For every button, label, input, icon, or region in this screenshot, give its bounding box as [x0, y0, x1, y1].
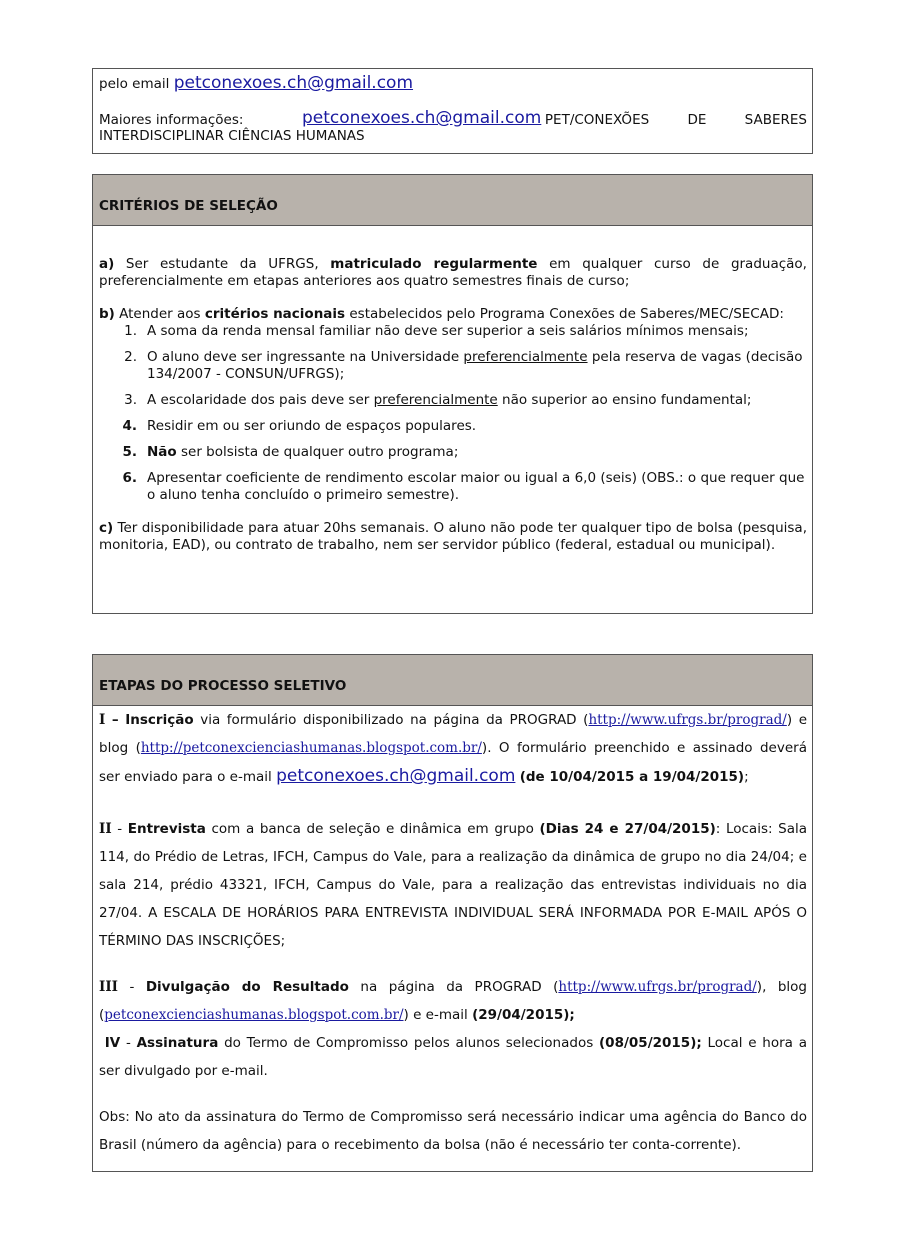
steps-box: [92, 654, 813, 1172]
step-1-email-link[interactable]: petconexoes.ch@gmail.com: [276, 766, 516, 786]
national-criteria-list: [99, 323, 807, 504]
list-item: [99, 418, 807, 435]
list-text: ser bolsista de qualquer outro programa;: [180, 444, 459, 460]
email-line: [99, 73, 807, 94]
criterion-a-text1: Ser estudante da UFRGS,: [125, 256, 319, 272]
step-2-title: Entrevista: [127, 821, 206, 837]
list-number: 6.: [122, 470, 137, 486]
criteria-box: [92, 174, 813, 614]
by-email-prefix: pelo email: [99, 76, 170, 92]
contact-email-link[interactable]: petconexoes.ch@gmail.com: [173, 73, 414, 93]
prograd-link[interactable]: http://www.ufrgs.br/prograd/: [588, 712, 787, 728]
step-2: II - Entrevista com a banca de seleção e dinâmica em grupo (Dias 24 e 27/04/2015): Locais: Sala 114, do Prédio de Letras, IFCH, Campus do Vale, para a realização da dinâmica de grupo no dia 24/04; e sala 214, prédio 43321, IFCH, Campus do Vale, para a realização das entrevistas individuais no dia 27/04. A ESCALA DE HORÁRIOS PARA ENTREVISTA INDIVIDUAL SERÁ INFORMADA POR E-MAIL APÓS O TÉRMINO DAS INSCRIÇÕES;: [99, 821, 808, 949]
list-item: [99, 349, 807, 383]
step-2-roman: II: [99, 821, 112, 837]
org-line2: INTERDISCIPLINAR CIÊNCIAS HUMANAS: [99, 128, 365, 144]
criterion-b-bold: critérios nacionais: [204, 306, 346, 322]
list-text: Residir em ou ser oriundo de espaços populares.: [147, 418, 477, 434]
list-number: 4.: [122, 418, 137, 434]
list-underlined: preferencialmente: [373, 392, 498, 408]
list-text: A escolaridade dos pais deve ser: [147, 392, 370, 408]
step-3-date: (29/04/2015);: [472, 1007, 575, 1023]
step-2-dates: (Dias 24 e 27/04/2015): [539, 821, 716, 837]
list-text: O aluno deve ser ingressante na Universidade: [147, 349, 460, 365]
org-line1: PET/CONEXÕES DE SABERES: [544, 112, 807, 128]
step-3-text1: na página da PROGRAD (: [360, 979, 559, 995]
step-4-title: Assinatura: [136, 1035, 219, 1051]
more-info-label: Maiores informações:: [99, 112, 244, 128]
step-4-roman: IV: [104, 1035, 121, 1051]
step-3-text2: ), blog (: [99, 979, 807, 1023]
list-text: não superior ao ensino fundamental;: [502, 392, 752, 408]
step-4-text1: do Termo de Compromisso pelos alunos selecionados: [224, 1035, 594, 1051]
step-4-text2: Local e hora a ser divulgado por e-mail.: [99, 1035, 807, 1079]
criterion-c-text: Ter disponibilidade para atuar 20hs semanais. O aluno não pode ter qualquer tipo de bolsa (pesquisa, monitoria, EAD), ou contrato de trabalho, nem ser servidor público (federal, estadual ou municipal).: [99, 520, 807, 553]
list-underlined: preferencialmente: [463, 349, 588, 365]
list-text: pela reserva de vagas (decisão 134/2007 - CONSUN/UFRGS);: [147, 349, 803, 382]
step-1-end: ;: [744, 769, 749, 785]
list-bold: Não: [147, 444, 177, 460]
list-number: 1.: [124, 323, 137, 339]
list-text: A soma da renda mensal familiar não deve ser superior a seis salários mínimos mensais;: [147, 323, 749, 339]
more-info-line: [99, 108, 807, 128]
steps-title: ETAPAS DO PROCESSO SELETIVO: [93, 655, 812, 706]
prograd-link-2[interactable]: http://www.ufrgs.br/prograd/: [558, 979, 757, 995]
blog-link-2[interactable]: petconexcienciashumanas.blogspot.com.br/: [104, 1007, 404, 1023]
criterion-a-label: a): [99, 256, 115, 272]
step-2-text1: com a banca de seleção e dinâmica em grupo: [211, 821, 534, 837]
step-1-text1: via formulário disponibilizado na página da PROGRAD (: [200, 712, 589, 728]
step-3: III - Divulgação do Resultado na página da PROGRAD (http://www.ufrgs.br/prograd/), blog (petconexcienciashumanas.blogspot.com.br/) e e-mail (29/04/2015);: [99, 979, 807, 1023]
step-1-title: Inscrição: [125, 712, 194, 728]
list-item: [99, 444, 807, 461]
list-number: 5.: [122, 444, 137, 460]
step-2-text2: : Locais: Sala 114, do Prédio de Letras, IFCH, Campus do Vale, para a realização da dinâmica de grupo no dia 24/04; e sala 214, prédio 43321, IFCH, Campus do Vale, para a realização das entrevistas individuais no dia 27/04. A ESCALA DE HORÁRIOS PARA ENTREVISTA INDIVIDUAL SERÁ INFORMADA POR E-MAIL APÓS O TÉRMINO DAS INSCRIÇÕES;: [99, 821, 808, 949]
step-3-text3: ) e e-mail: [403, 1007, 468, 1023]
step-3-title: Divulgação do Resultado: [145, 979, 349, 995]
blog-link[interactable]: http://petconexcienciashumanas.blogspot.com.br/: [140, 740, 482, 756]
step-1-dash: –: [111, 712, 119, 728]
step-4: IV - Assinatura do Termo de Compromisso pelos alunos selecionados (08/05/2015); Local e hora a ser divulgado por e-mail.: [99, 1035, 807, 1079]
step-1-text2: ) e blog (: [99, 712, 808, 756]
criterion-b-label: b): [99, 306, 115, 322]
criterion-c: [99, 520, 807, 554]
contact-box: [92, 68, 813, 154]
criterion-c-label: c): [99, 520, 114, 536]
list-item: [99, 470, 807, 504]
step-1-roman: I: [99, 712, 106, 728]
step-1: [99, 706, 807, 791]
list-item: [99, 392, 807, 409]
criteria-title: CRITÉRIOS DE SELEÇÃO: [93, 175, 812, 226]
more-info-email-link[interactable]: petconexoes.ch@gmail.com: [302, 108, 542, 128]
criterion-a: [99, 256, 807, 290]
criterion-b-text1: Atender aos: [119, 306, 201, 322]
obs-note: Obs: No ato da assinatura do Termo de Compromisso será necessário indicar uma agência do Banco do Brasil (número da agência) para o recebimento da bolsa (não é necessário ter conta-corrente).: [99, 1109, 807, 1153]
step-3-roman: III: [99, 979, 118, 995]
criterion-a-bold: matriculado regularmente: [330, 256, 538, 272]
step-1-dates: (de 10/04/2015 a 19/04/2015): [519, 769, 745, 785]
step-4-date: (08/05/2015);: [599, 1035, 702, 1051]
criterion-b: [99, 306, 807, 323]
criterion-b-text2: estabelecidos pelo Programa Conexões de Saberes/MEC/SECAD:: [349, 306, 784, 322]
list-number: 3.: [124, 392, 137, 408]
list-item: [99, 323, 807, 340]
criterion-a-text2: em qualquer curso de graduação, preferencialmente em etapas anteriores aos quatro semestres finais de curso;: [99, 256, 807, 289]
list-number: 2.: [124, 349, 137, 365]
step-1-text3: ). O formulário preenchido e assinado deverá ser enviado para o e-mail: [99, 740, 807, 785]
list-text: Apresentar coeficiente de rendimento escolar maior ou igual a 6,0 (seis) (OBS.: o que requer que o aluno tenha concluído o primeiro semestre).: [147, 470, 805, 503]
